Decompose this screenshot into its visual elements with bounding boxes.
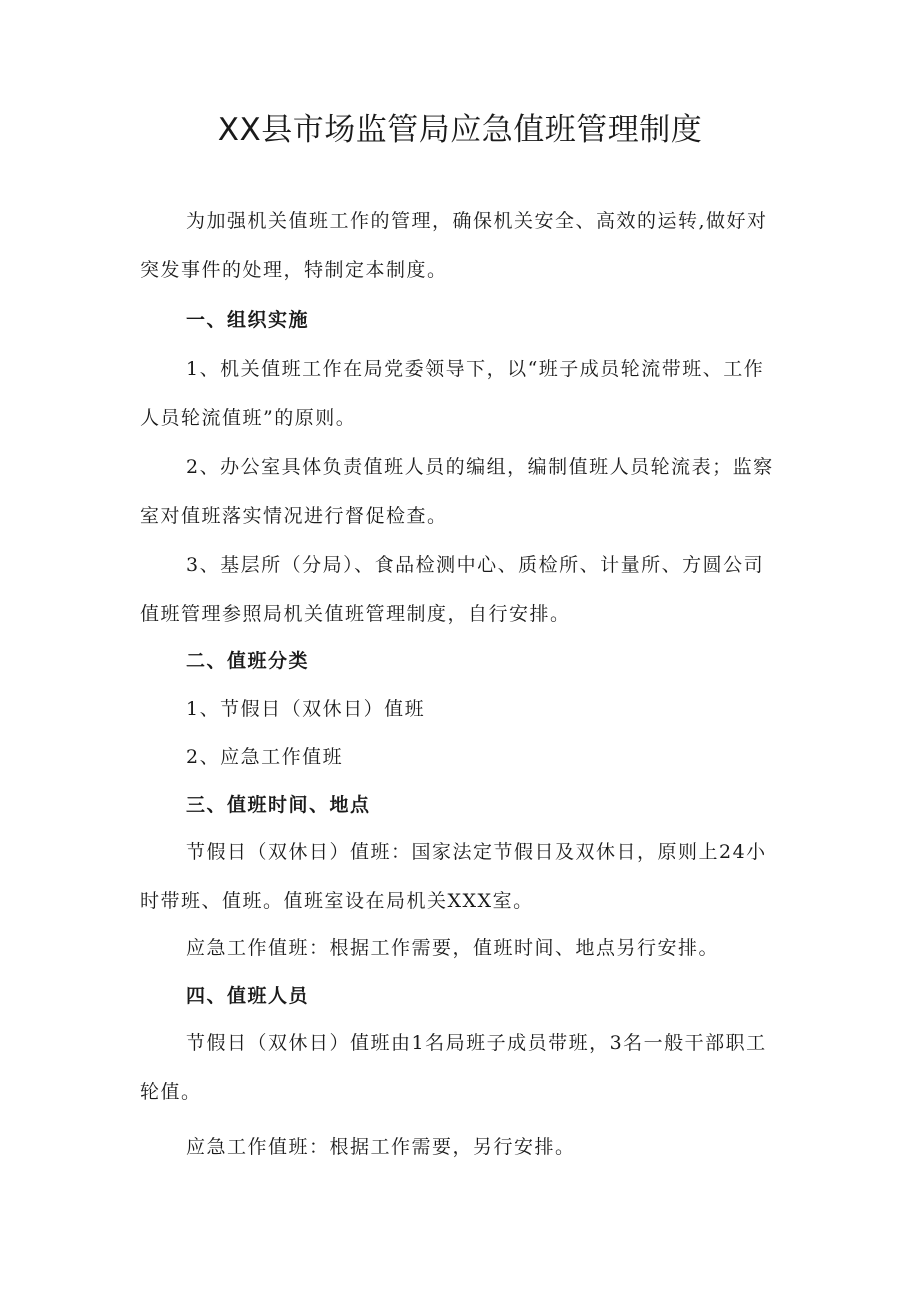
section-4-paragraph-2: 应急工作值班：根据工作需要，另行安排。 (186, 1136, 576, 1158)
section-heading-3: 三、值班时间、地点 (186, 794, 371, 816)
section-heading-1: 一、组织实施 (186, 309, 310, 331)
section-2-paragraph-2: 2、应急工作值班 (186, 746, 344, 768)
section-heading-4: 四、值班人员 (186, 985, 310, 1007)
section-1-paragraph-2: 2、办公室具体负责值班人员的编组，编制值班人员轮流表；监察室对值班落实情况进行督促检查。 (140, 456, 774, 527)
section-3-paragraph-2: 应急工作值班：根据工作需要，值班时间、地点另行安排。 (186, 937, 720, 959)
section-1-paragraph-1: 1、机关值班工作在局党委领导下，以“班子成员轮流带班、工作人员轮流值班”的原则。 (140, 358, 765, 429)
section-4-paragraph-1: 节假日（双休日）值班由1名局班子成员带班，3名一般干部职工轮值。 (140, 1032, 767, 1103)
section-3-paragraph-1: 节假日（双休日）值班：国家法定节假日及双休日，原则上24小时带班、值班。值班室设在局机关XXX室。 (140, 841, 767, 912)
intro-paragraph: 为加强机关值班工作的管理，确保机关安全、高效的运转,做好对突发事件的处理，特制定本制度。 (140, 210, 768, 281)
document-title: XX县市场监管局应急值班管理制度 (217, 112, 703, 148)
section-2-paragraph-1: 1、节假日（双休日）值班 (186, 698, 426, 720)
section-heading-2: 二、值班分类 (186, 650, 310, 672)
section-1-paragraph-3: 3、基层所（分局）、食品检测中心、质检所、计量所、方圆公司值班管理参照局机关值班管理制度，自行安排。 (140, 554, 765, 625)
